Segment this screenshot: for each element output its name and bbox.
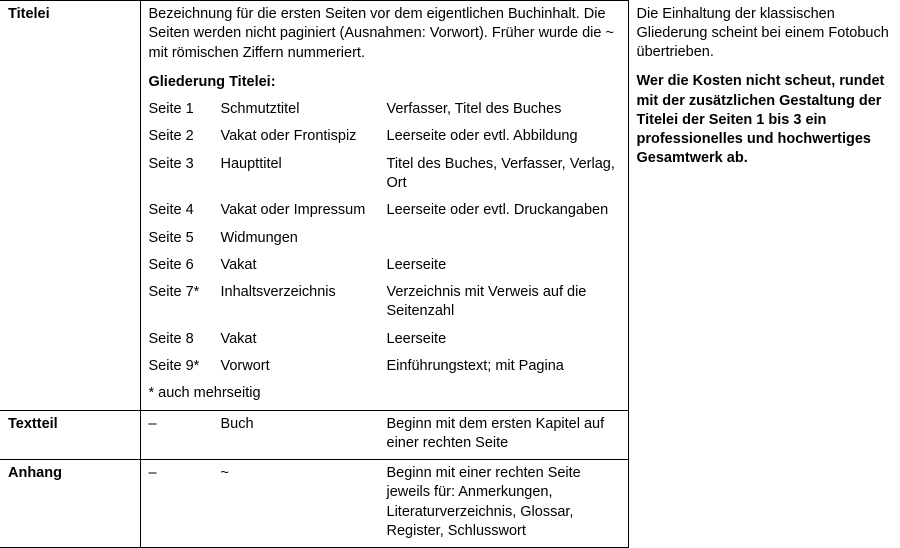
entry-name: ~ bbox=[220, 465, 229, 482]
entry-name: Vakat oder Frontispiz bbox=[220, 128, 357, 145]
list-item bbox=[149, 283, 620, 330]
entry-page: Seite 8 bbox=[148, 330, 194, 347]
entry-name: Vakat bbox=[220, 330, 257, 347]
entry-dash: – bbox=[148, 465, 157, 482]
entry-desc: Leerseite oder evtl. Druckangaben bbox=[386, 202, 609, 219]
entry-page: Seite 5 bbox=[148, 229, 194, 246]
list-item bbox=[149, 330, 620, 357]
titelei-intro-text: Bezeichnung für die ersten Seiten vor dem eigentlichen Buchinhalt. Die Seiten werden nicht paginiert (Ausnahmen: Vorwort). Früher wurde die ~ mit römischen Ziffern nummeriert. bbox=[148, 6, 614, 61]
entry-name: Haupttitel bbox=[220, 155, 282, 172]
list-item bbox=[149, 357, 620, 384]
row-body-textteil bbox=[140, 410, 628, 460]
entry-desc: Beginn mit einer rechten Seite jeweils für: Anmerkungen, Literaturverzeichnis, Glossar, Register, Schlusswort bbox=[386, 465, 581, 539]
list-item bbox=[149, 415, 620, 454]
titelei-entry-list bbox=[149, 100, 620, 384]
entry-page: Seite 3 bbox=[148, 155, 194, 172]
titelei-footnote: * auch mehrseitig bbox=[148, 385, 261, 402]
entry-desc: Einführungstext; mit Pagina bbox=[386, 357, 564, 374]
entry-page: Seite 2 bbox=[148, 128, 194, 145]
entry-desc: Beginn mit dem ersten Kapitel auf einer rechten Seite bbox=[386, 415, 605, 451]
entry-dash: – bbox=[148, 415, 157, 432]
table-row bbox=[0, 1, 900, 411]
entry-page: Seite 6 bbox=[148, 256, 194, 273]
sidenote-plain-text: Die Einhaltung der klassischen Gliederung scheint bei einem Fotobuch übertrieben. bbox=[636, 5, 889, 61]
row-label-titelei: Titelei bbox=[0, 1, 140, 411]
entry-desc: Leerseite bbox=[386, 256, 447, 273]
entry-desc bbox=[387, 229, 620, 256]
entry-page: Seite 7* bbox=[148, 284, 200, 301]
list-item bbox=[149, 155, 620, 202]
entry-name: Vakat oder Impressum bbox=[220, 202, 366, 219]
entry-desc: Titel des Buches, Verfasser, Verlag, Ort bbox=[386, 155, 615, 191]
entry-name: Schmutztitel bbox=[220, 101, 300, 118]
sidenote-bold-text: Wer die Kosten nicht scheut, rundet mit der zusätzlichen Gestaltung der Titelei der Seiten 1 bis 3 ein professionelles und hochwertiges Gesamtwerk ab. bbox=[636, 73, 885, 167]
row-body-titelei bbox=[140, 1, 628, 411]
entry-page: Seite 9* bbox=[148, 357, 200, 374]
list-item bbox=[149, 229, 620, 256]
row-label-textteil: Textteil bbox=[0, 410, 140, 460]
list-item bbox=[149, 100, 620, 127]
list-item bbox=[149, 127, 620, 154]
entry-name: Buch bbox=[220, 415, 254, 432]
list-item bbox=[149, 201, 620, 228]
entry-name: Inhaltsverzeichnis bbox=[220, 284, 336, 301]
entry-name: Widmungen bbox=[220, 229, 298, 246]
entry-desc: Verzeichnis mit Verweis auf die Seitenzahl bbox=[386, 284, 587, 320]
row-body-anhang bbox=[140, 460, 628, 548]
entry-desc: Leerseite bbox=[386, 330, 447, 347]
entry-name: Vakat bbox=[220, 256, 257, 273]
row-label-anhang: Anhang bbox=[0, 460, 140, 548]
titelei-subheading: Gliederung Titelei: bbox=[148, 73, 276, 90]
entry-page: Seite 4 bbox=[148, 202, 194, 219]
entry-name: Vorwort bbox=[220, 357, 270, 374]
sidenote-column bbox=[628, 1, 900, 548]
list-item bbox=[149, 256, 620, 283]
entry-page: Seite 1 bbox=[148, 101, 194, 118]
list-item bbox=[149, 464, 620, 541]
entry-desc: Leerseite oder evtl. Abbildung bbox=[386, 128, 578, 145]
entry-desc: Verfasser, Titel des Buches bbox=[386, 101, 562, 118]
